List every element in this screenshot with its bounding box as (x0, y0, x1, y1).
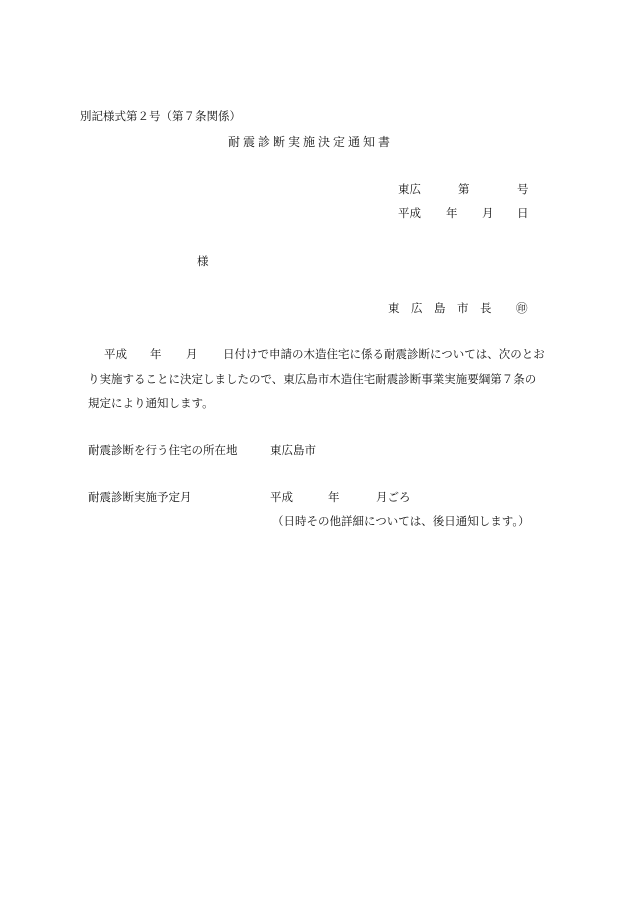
schedule-month: 月ごろ (376, 490, 411, 504)
schedule-label: 耐震診断実施予定月 (88, 490, 192, 504)
body-line-2: り実施することに決定しましたので、東広島市木造住宅耐震診断事業実施要綱第７条の (88, 372, 537, 386)
location-value: 東広島市 (270, 443, 316, 457)
form-label: 別記様式第２号（第７条関係） (80, 109, 241, 123)
body-month: 月 (186, 347, 198, 361)
location-label: 耐震診断を行う住宅の所在地 (88, 443, 238, 457)
body-line-1: 日付けで申請の木造住宅に係る耐震診断については、次のとお (223, 347, 545, 361)
body-era: 平成 (104, 347, 127, 361)
document-title: 耐震診断実施決定通知書 (228, 135, 394, 149)
schedule-note: （日時その他詳細については、後日通知します。） (272, 514, 530, 528)
doc-date-era: 平成 (398, 206, 421, 220)
schedule-era: 平成 (270, 490, 293, 504)
doc-number-prefix: 東広 (398, 182, 421, 196)
issuer-name: 東 広 島 市 長 (388, 301, 492, 315)
doc-date-day: 日 (517, 206, 529, 220)
doc-date-year: 年 (446, 206, 458, 220)
doc-number-go: 号 (517, 182, 529, 196)
body-year: 年 (150, 347, 162, 361)
schedule-year: 年 (328, 490, 340, 504)
body-line-3: 規定により通知します。 (88, 396, 214, 410)
doc-number-dai: 第 (458, 182, 470, 196)
doc-date-month: 月 (482, 206, 494, 220)
addressee-honorific: 様 (197, 254, 209, 268)
issuer-seal: ㊞ (516, 301, 528, 315)
